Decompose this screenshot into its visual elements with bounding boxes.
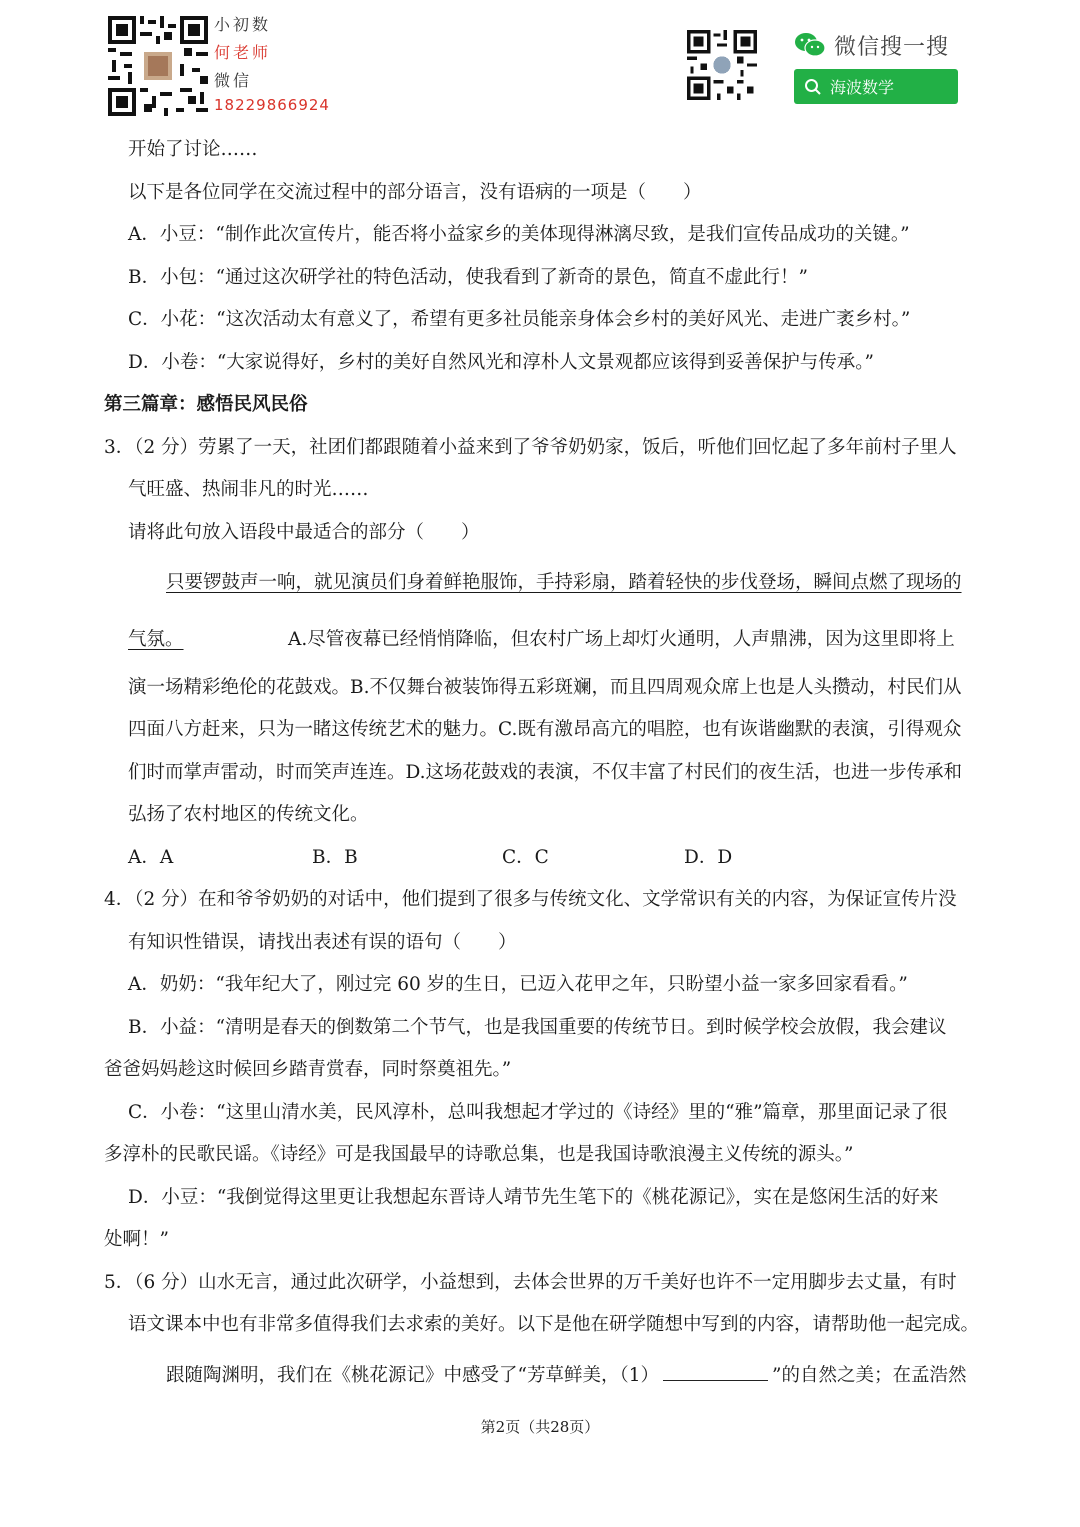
option-c: C．小花：“这次活动太有意义了，希望有更多社员能亲身体会乡村的美好风光、走进广袤乡村。” [128,309,911,330]
option-b: B．小益：“清明是春天的倒数第二个节气，也是我国重要的传统节日。到时候学校会放假，我会建议 [128,1017,947,1038]
option-b: B．B [312,847,358,868]
question-4-stem: 4．（2 分）在和爷爷奶奶的对话中，他们提到了很多与传统文化、文学常识有关的内容，为保证宣传片没 [104,889,957,910]
question-5-stem: 5．（6 分）山水无言，通过此次研学，小益想到，去体会世界的万千美好也许不一定用脚步去丈量，有时 [104,1272,957,1293]
underlined-sentence-end: 气氛。 [128,629,184,650]
handwritten-line-2: 何老师 [214,43,272,62]
fill-in-sentence [166,1362,966,1389]
passage-line: 们时而掌声雷动，时而笑声连连。D.这场花鼓戏的表演，不仅丰富了村民们的夜生活，也进一步传承和 [128,762,963,783]
option-a: A．奶奶：“我年纪大了，刚过完 60 岁的生日，已迈入花甲之年，只盼望小益一家多回家看看。” [128,974,908,995]
answer-blank-1[interactable] [663,1362,768,1381]
page-header [0,0,1080,130]
option-b: B．小包：“通过这次研学社的特色活动，使我看到了新奇的景色，简直不虚此行！” [128,267,809,288]
wechat-logo-icon [794,31,826,59]
question-prompt: 以下是各位同学在交流过程中的部分语言，没有语病的一项是（ ） [128,182,702,203]
option-c-cont: 多淳朴的民歌民谣。《诗经》可是我国最早的诗歌总集，也是我国诗歌浪漫主义传统的源头。” [104,1144,854,1165]
qr-code-teacher [108,16,208,116]
question-3-prompt: 请将此句放入语段中最适合的部分（ ） [128,522,480,543]
option-a: A．A [128,847,174,868]
page-number: 第2页（共28页） [480,1418,600,1436]
passage-line: 四面八方赶来，只为一睹这传统艺术的魅力。C.既有激昂高亢的唱腔，也有诙谐幽默的表演，引得观众 [128,719,962,740]
passage-line: 演一场精彩绝伦的花鼓戏。B.不仅舞台被装饰得五彩斑斓，而且四周观众席上也是人头攒动，村民们从 [128,677,962,698]
option-c: C．小卷：“这里山清水美，民风淳朴，总叫我想起才学过的《诗经》里的“雅”篇章，那里面记录了很 [128,1102,948,1123]
phone-number: 18229866924 [214,96,330,114]
qr-code-wechat [687,30,757,100]
question-3-stem: 3．（2 分）劳累了一天，社团们都跟随着小益来到了爷爷奶奶家，饭后，听他们回忆起了多年前村子里人 [104,437,957,458]
option-c: C．C [502,847,549,868]
passage-line: 弘扬了农村地区的传统文化。 [128,804,369,825]
underlined-sentence: 只要锣鼓声一响，就见演员们身着鲜艳服饰，手持彩扇，踏着轻快的步伐登场，瞬间点燃了现场的 [166,572,962,593]
passage-line: A.尽管夜幕已经悄悄降临，但农村广场上却灯火通明，人声鼎沸，因为这里即将上 [288,629,955,650]
text-line: 开始了讨论…… [128,139,258,160]
option-d: D．D [684,847,733,868]
question-5-stem-cont: 语文课本中也有非常多值得我们去求索的美好。以下是他在研学随想中写到的内容，请帮助他一起完成。 [128,1314,980,1335]
fill-in-text: ”的自然之美；在孟浩然 [771,1365,967,1386]
wechat-search-title [794,28,949,62]
handwritten-line-3: 微信 [214,71,253,90]
search-button[interactable] [794,69,958,104]
question-3-stem-cont: 气旺盛、热闹非凡的时光…… [128,479,369,500]
search-icon [804,78,822,96]
fill-in-text: 跟随陶渊明，我们在《桃花源记》中感受了“芳草鲜美，（1） [166,1365,659,1386]
section-heading: 第三篇章：感悟民风民俗 [104,394,308,415]
option-a: A．小豆：“制作此次宣传片，能否将小益家乡的美体现得淋漓尽致，是我们宣传品成功的关键。” [128,224,910,245]
option-b-cont: 爸爸妈妈趁这时候回乡踏青赏春，同时祭奠祖先。” [104,1059,512,1080]
question-4-stem-cont: 有知识性错误，请找出表述有误的语句（ ） [128,932,517,953]
option-d: D．小豆：“我倒觉得这里更让我想起东晋诗人靖节先生笔下的《桃花源记》，实在是悠闲生活的好来 [128,1187,939,1208]
wechat-search-label: 微信搜一搜 [834,34,950,60]
option-d: D．小卷：“大家说得好，乡村的美好自然风光和淳朴人文景观都应该得到妥善保护与传承。” [128,352,875,373]
option-d-cont: 处啊！” [104,1229,169,1250]
search-button-label: 海波数学 [830,78,895,97]
handwritten-line-1: 小初数 [214,15,272,34]
